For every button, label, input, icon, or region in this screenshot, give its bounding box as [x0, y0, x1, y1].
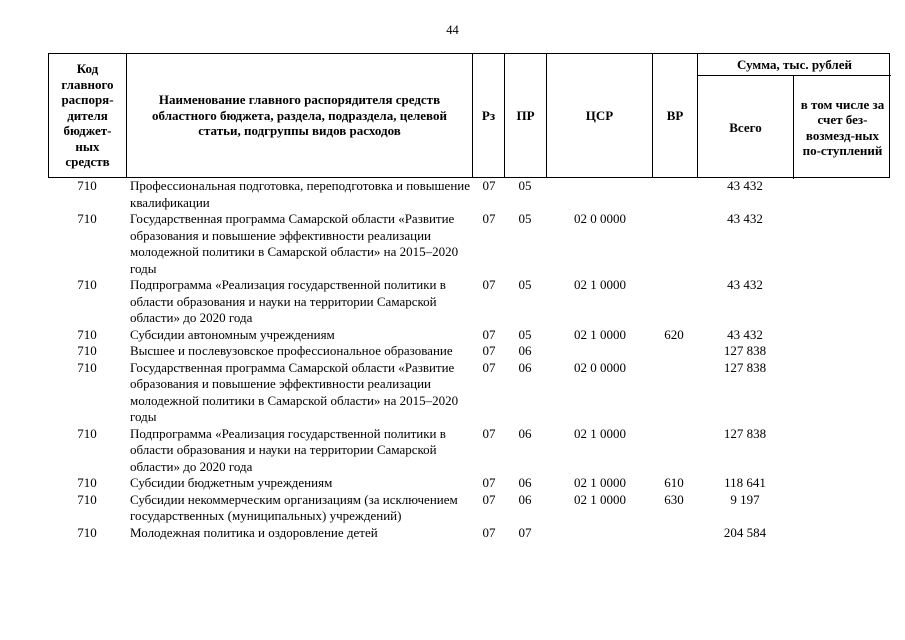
row-total: 127 838	[723, 425, 767, 441]
row-rz: 07	[482, 425, 496, 441]
row-total: 118 641	[724, 475, 766, 490]
row-rz: 07	[482, 475, 496, 490]
header-pr: ПР	[505, 54, 547, 177]
row-csr: 02 0 0000	[574, 359, 626, 375]
row-code: 710	[77, 178, 97, 193]
row-code: 710	[77, 524, 97, 540]
row-vr: 630	[664, 491, 684, 507]
row-vr: 610	[664, 475, 684, 490]
row-total: 43 432	[727, 211, 763, 226]
row-code: 710	[77, 326, 97, 342]
row-name: Подпрограмма «Реализация государственной политики в области образования и науки на территории Самарской области» до 2020 года	[130, 425, 446, 474]
row-name: Государственная программа Самарской области «Развитие образования и повышение эффективности реализации молодежной политики в Самарской области» на 2015–2020 годы	[130, 359, 459, 424]
row-pr: 06	[518, 491, 532, 507]
table-row	[48, 178, 890, 211]
row-rz: 07	[482, 326, 496, 342]
header-name: Наименование главного распорядителя средств областного бюджета, раздела, подраздела, целевой статьи, подгруппы видов расходов	[127, 54, 473, 177]
row-code: 710	[77, 211, 97, 226]
row-total: 43 432	[727, 277, 763, 292]
row-name: Субсидии автономным учреждениям	[130, 326, 335, 342]
row-name: Субсидии бюджетным учреждениям	[130, 475, 333, 490]
row-csr: 02 1 0000	[574, 475, 626, 490]
row-pr: 05	[518, 178, 532, 193]
row-code: 710	[77, 343, 97, 358]
row-name: Молодежная политика и оздоровление детей	[130, 524, 378, 540]
table-row	[48, 492, 890, 525]
row-pr: 06	[518, 359, 532, 375]
row-total: 43 432	[727, 178, 763, 193]
table-row	[48, 360, 890, 426]
row-rz: 07	[482, 359, 496, 375]
row-pr: 07	[518, 524, 532, 540]
row-code: 710	[77, 425, 97, 441]
row-csr: 02 0 0000	[574, 211, 626, 226]
row-csr: 02 1 0000	[574, 326, 626, 342]
row-csr: 02 1 0000	[574, 277, 626, 292]
header-vr: ВР	[653, 54, 698, 177]
row-name: Субсидии некоммерческим организациям (за исключением государственных (муниципальных) учреждений)	[130, 491, 458, 523]
table-row	[48, 426, 890, 476]
row-code: 710	[77, 359, 97, 375]
table-row	[48, 211, 890, 277]
row-pr: 06	[518, 425, 532, 441]
table-row	[48, 525, 890, 542]
header-code: Код главного распоря-дителя бюджет-ных средств	[49, 54, 127, 177]
row-code: 710	[77, 277, 97, 292]
row-name: Государственная программа Самарской области «Развитие образования и повышение эффективности реализации молодежной политики в Самарской области» на 2015–2020 годы	[130, 211, 459, 276]
row-pr: 05	[518, 211, 532, 226]
table-header	[48, 53, 890, 178]
table-row	[48, 277, 890, 327]
row-name: Профессиональная подготовка, переподготовка и повышение квалификации	[130, 178, 471, 210]
row-name: Высшее и послевузовское профессиональное образование	[130, 343, 453, 358]
row-rz: 07	[482, 178, 496, 193]
row-rz: 07	[482, 524, 496, 540]
row-total: 127 838	[723, 359, 767, 375]
table-row	[48, 475, 890, 492]
row-csr: 02 1 0000	[574, 425, 626, 441]
row-rz: 07	[482, 343, 496, 358]
row-code: 710	[77, 491, 97, 507]
row-total: 127 838	[723, 343, 767, 358]
page-number: 44	[446, 23, 459, 37]
row-pr: 05	[518, 277, 532, 292]
header-total: Всего	[698, 76, 794, 179]
table-row	[48, 327, 890, 344]
table-row	[48, 343, 890, 360]
row-name: Подпрограмма «Реализация государственной политики в области образования и науки на территории Самарской области» до 2020 года	[130, 277, 446, 325]
row-rz: 07	[482, 277, 496, 292]
header-csr: ЦСР	[547, 54, 653, 177]
row-total: 9 197	[730, 491, 760, 507]
row-rz: 07	[482, 491, 496, 507]
row-total: 204 584	[723, 524, 767, 540]
header-sum: Сумма, тыс. рублей	[698, 54, 891, 76]
row-pr: 05	[518, 326, 532, 342]
header-incl: в том числе за счет без-возмезд-ных по-ступлений	[800, 96, 885, 158]
row-pr: 06	[518, 475, 532, 490]
header-rz: Рз	[473, 54, 505, 177]
row-total: 43 432	[727, 326, 763, 342]
row-pr: 06	[518, 343, 532, 358]
table-body	[48, 178, 890, 541]
row-csr: 02 1 0000	[574, 491, 626, 507]
row-code: 710	[77, 475, 97, 490]
row-rz: 07	[482, 211, 496, 226]
row-vr: 620	[664, 326, 684, 342]
